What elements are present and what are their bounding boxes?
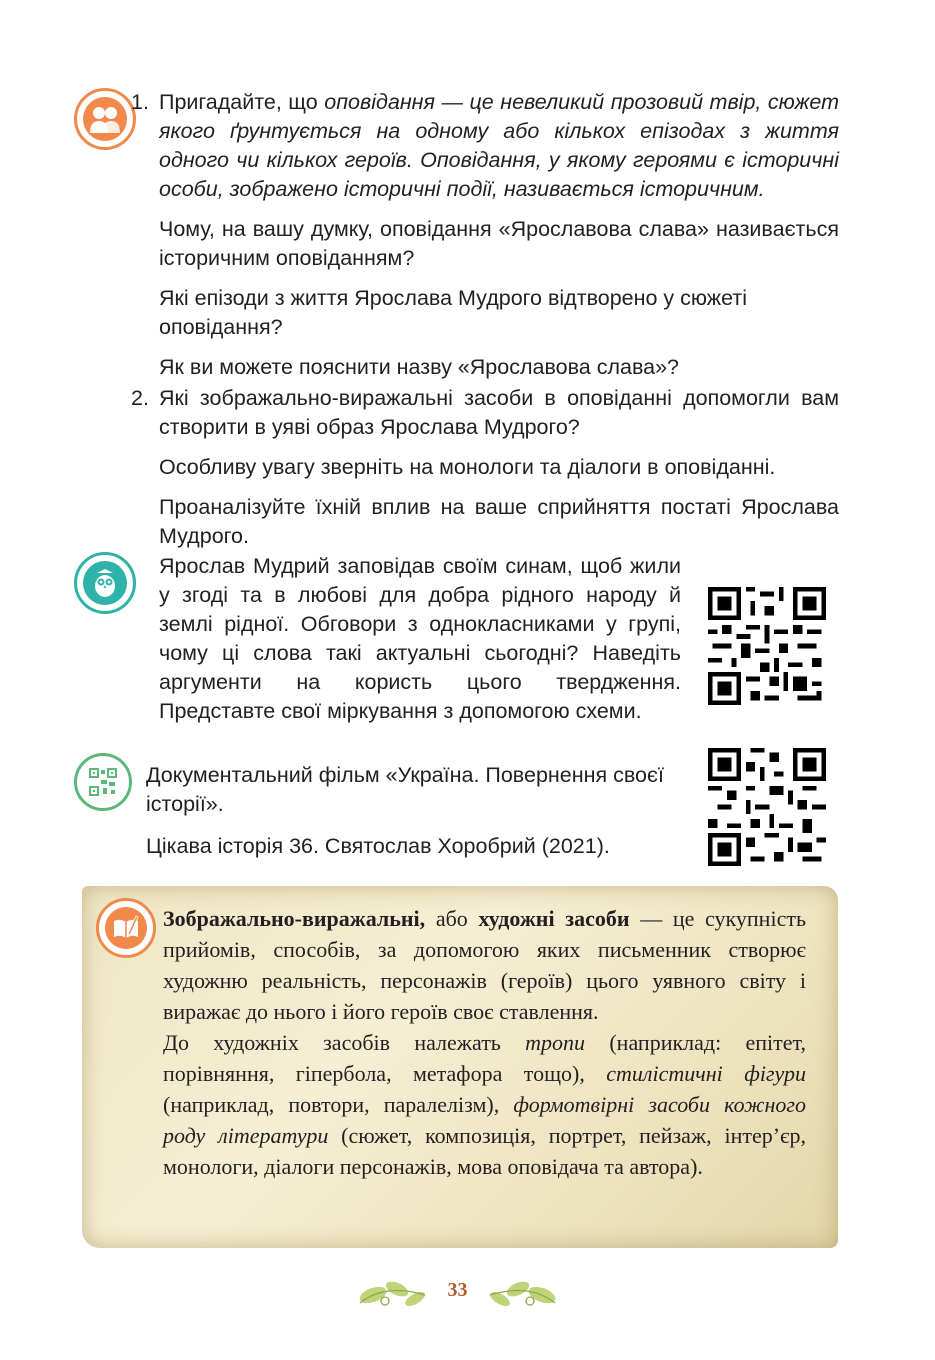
group-people-icon xyxy=(74,88,136,150)
connector-text: або xyxy=(425,906,479,931)
term: художні засоби xyxy=(478,906,630,931)
page-number: 33 xyxy=(447,1279,468,1301)
question-text: Чому, на вашу думку, оповідання «Ярославова слава» називається історичним оповіданням? xyxy=(159,217,839,270)
discussion-task: Ярослав Мудрий заповідав своїм синам, щоб жили у згоді та в любові для добра рідного народу й землі рідної. Обговори з однокласниками у групі, чому ці слова такі актуальні сьогодні? Наведіть аргументи на користь цього твердження. Представте свої міркування з допомогою схеми. xyxy=(159,554,681,723)
term-italic: формотвірні засоби кожного роду літератури xyxy=(163,1092,806,1148)
theory-text xyxy=(163,903,806,1182)
term-italic: стилістичні фігури xyxy=(606,1061,806,1086)
body-text: До художніх засобів належать xyxy=(163,1030,526,1055)
definition-text: — це сукупність прийомів, способів, за допомогою яких письменник створює художню реальність, персонажів (героїв) цього уявного світу і виражає до нього і його героїв своє ставлення. xyxy=(163,906,806,1024)
question-1 xyxy=(131,88,839,382)
body-text: (сюжет, композиція, портрет, пейзаж, інтер’єр, монологи, діалоги персонажів, мова оповідача та автора). xyxy=(163,1123,806,1179)
term-italic: тропи xyxy=(525,1030,586,1055)
question-text: Особливу увагу зверніть на монологи та діалоги в оповіданні. xyxy=(159,455,776,479)
body-text: (наприклад, повтори, паралелізм), xyxy=(163,1092,514,1117)
question-text: Які зображально-виражальні засоби в оповіданні допомогли вам створити в уяві образ Ярослава Мудрого? xyxy=(159,386,839,439)
story-link[interactable]: Цікава історія 36. Святослав Хоробрий (2021). xyxy=(146,834,610,858)
film-link[interactable]: Документальний фільм «Україна. Повернення своєї історії». xyxy=(146,763,664,816)
question-text: Пригадайте, що xyxy=(159,90,325,114)
body-text: (наприклад: епітет, порівняння, гіпербола, метафора тощо), xyxy=(163,1030,806,1086)
qr-code-icon xyxy=(74,753,132,811)
question-number: 1. xyxy=(131,90,149,114)
qr-code-image xyxy=(708,587,826,705)
question-text: Проаналізуйте їхній вплив на ваше сприйняття постаті Ярослава Мудрого. xyxy=(159,495,839,548)
media-section xyxy=(146,761,686,861)
qr-code-image xyxy=(708,748,826,866)
question-2 xyxy=(131,384,839,551)
owl-icon xyxy=(74,552,136,614)
question-text: Які епізоди з життя Ярослава Мудрого відтворено у сюжеті оповідання? xyxy=(159,286,748,339)
definition-text: оповідання — це невеликий прозовий твір, сюжет якого ґрунтується на одному або кількох епізодах з життя одного чи кількох героїв. Оповідання, у якому героями є історичні особи, зображено історичні події, називається історичним. xyxy=(159,90,839,201)
term: Зображально-виражальні, xyxy=(163,906,426,931)
question-text: Як ви можете пояснити назву «Ярославова слава»? xyxy=(159,355,679,379)
page-footer xyxy=(355,1273,560,1313)
question-number: 2. xyxy=(131,386,149,410)
book-pen-icon xyxy=(96,898,156,958)
